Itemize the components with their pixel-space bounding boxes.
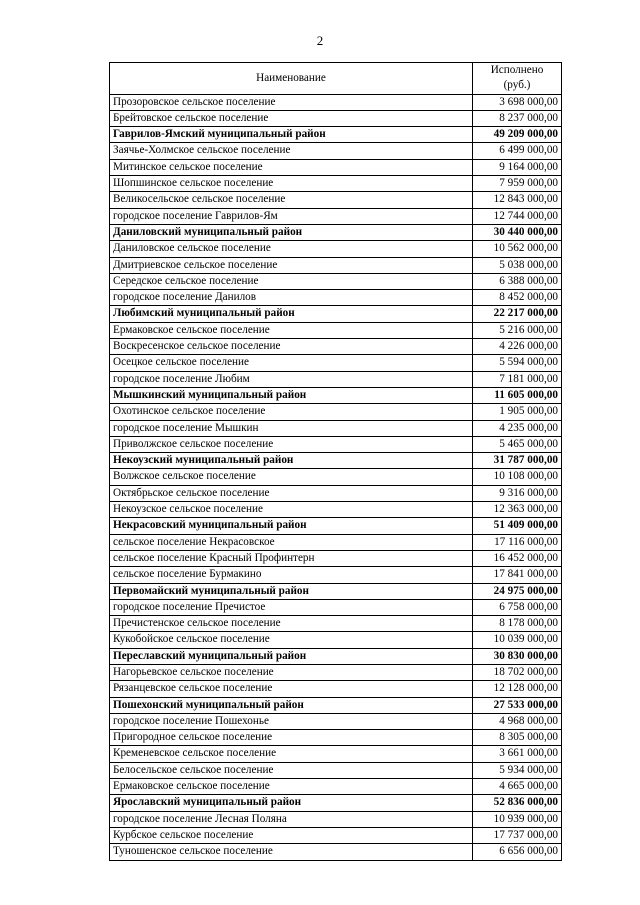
table-row <box>110 779 562 795</box>
row-name: городское поселение Данилов <box>110 290 473 306</box>
row-value: 6 758 000,00 <box>473 599 562 615</box>
row-value: 8 237 000,00 <box>473 110 562 126</box>
row-value: 1 905 000,00 <box>473 404 562 420</box>
page-number: 2 <box>316 33 324 48</box>
row-value: 17 841 000,00 <box>473 567 562 583</box>
row-name: Ярославский муниципальный район <box>110 795 473 811</box>
table-row <box>110 273 562 289</box>
row-name: Даниловское сельское поселение <box>110 241 473 257</box>
table-row <box>110 762 562 778</box>
table-row <box>110 371 562 387</box>
row-value: 17 116 000,00 <box>473 534 562 550</box>
table-row-district <box>110 518 562 534</box>
table-row <box>110 176 562 192</box>
row-name: Волжское сельское поселение <box>110 469 473 485</box>
row-value: 10 039 000,00 <box>473 632 562 648</box>
row-name: городское поселение Любим <box>110 371 473 387</box>
row-value: 5 934 000,00 <box>473 762 562 778</box>
table-row <box>110 436 562 452</box>
table-row-district <box>110 583 562 599</box>
row-name: Первомайский муниципальный район <box>110 583 473 599</box>
row-value: 5 594 000,00 <box>473 355 562 371</box>
row-name: Рязанцевское сельское поселение <box>110 681 473 697</box>
table-row <box>110 811 562 827</box>
column-header-value-line1: Исполнено <box>490 64 544 76</box>
row-name: Воскресенское сельское поселение <box>110 339 473 355</box>
row-value: 8 305 000,00 <box>473 730 562 746</box>
row-name: Осецкое сельское поселение <box>110 355 473 371</box>
table-row <box>110 713 562 729</box>
table-row-district <box>110 306 562 322</box>
row-value: 52 836 000,00 <box>473 795 562 811</box>
table-row-district <box>110 453 562 469</box>
row-name: Великосельское сельское поселение <box>110 192 473 208</box>
row-value: 12 744 000,00 <box>473 208 562 224</box>
row-name: Некоузское сельское поселение <box>110 502 473 518</box>
row-name: Любимский муниципальный район <box>110 306 473 322</box>
row-value: 6 499 000,00 <box>473 143 562 159</box>
table-row <box>110 469 562 485</box>
row-name: сельское поселение Бурмакино <box>110 567 473 583</box>
row-name: Пригородное сельское поселение <box>110 730 473 746</box>
row-name: Прозоровское сельское поселение <box>110 94 473 110</box>
row-value: 5 465 000,00 <box>473 436 562 452</box>
row-name: Нагорьевское сельское поселение <box>110 664 473 680</box>
row-name: Приволжское сельское поселение <box>110 436 473 452</box>
row-name: сельское поселение Красный Профинтерн <box>110 550 473 566</box>
row-value: 18 702 000,00 <box>473 664 562 680</box>
table-row <box>110 681 562 697</box>
table-row <box>110 143 562 159</box>
row-value: 16 452 000,00 <box>473 550 562 566</box>
row-value: 12 128 000,00 <box>473 681 562 697</box>
table-row <box>110 94 562 110</box>
row-value: 8 452 000,00 <box>473 290 562 306</box>
row-name: Переславский муниципальный район <box>110 648 473 664</box>
row-name: Даниловский муниципальный район <box>110 224 473 240</box>
row-name: Некрасовский муниципальный район <box>110 518 473 534</box>
row-value: 5 216 000,00 <box>473 322 562 338</box>
row-name: Заячье-Холмское сельское поселение <box>110 143 473 159</box>
table-row <box>110 339 562 355</box>
row-name: Ермаковское сельское поселение <box>110 779 473 795</box>
row-name: городское поселение Пошехонье <box>110 713 473 729</box>
row-name: Середское сельское поселение <box>110 273 473 289</box>
table-row <box>110 110 562 126</box>
table-row-district <box>110 224 562 240</box>
table-row <box>110 485 562 501</box>
row-value: 10 108 000,00 <box>473 469 562 485</box>
row-name: Мышкинский муниципальный район <box>110 387 473 403</box>
row-name: Брейтовское сельское поселение <box>110 110 473 126</box>
row-value: 24 975 000,00 <box>473 583 562 599</box>
row-value: 4 235 000,00 <box>473 420 562 436</box>
row-value: 3 661 000,00 <box>473 746 562 762</box>
row-name: Ермаковское сельское поселение <box>110 322 473 338</box>
row-name: Кременевское сельское поселение <box>110 746 473 762</box>
table-row <box>110 550 562 566</box>
table-row <box>110 322 562 338</box>
table-row <box>110 355 562 371</box>
row-value: 7 181 000,00 <box>473 371 562 387</box>
row-value: 6 656 000,00 <box>473 844 562 860</box>
row-name: Октябрьское сельское поселение <box>110 485 473 501</box>
row-value: 8 178 000,00 <box>473 616 562 632</box>
row-name: городское поселение Гаврилов-Ям <box>110 208 473 224</box>
row-value: 4 226 000,00 <box>473 339 562 355</box>
table-row <box>110 208 562 224</box>
row-name: Туношенское сельское поселение <box>110 844 473 860</box>
table-row <box>110 534 562 550</box>
row-name: Гаврилов-Ямский муниципальный район <box>110 127 473 143</box>
table-row <box>110 616 562 632</box>
row-value: 30 440 000,00 <box>473 224 562 240</box>
table-row <box>110 159 562 175</box>
row-value: 9 164 000,00 <box>473 159 562 175</box>
row-name: Белосельское сельское поселение <box>110 762 473 778</box>
column-header-name: Наименование <box>110 63 473 95</box>
row-name: Кукобойское сельское поселение <box>110 632 473 648</box>
table-row <box>110 827 562 843</box>
table-row <box>110 599 562 615</box>
row-name: сельское поселение Некрасовское <box>110 534 473 550</box>
row-name: городское поселение Пречистое <box>110 599 473 615</box>
row-value: 27 533 000,00 <box>473 697 562 713</box>
table-row <box>110 844 562 860</box>
table-row <box>110 567 562 583</box>
row-value: 49 209 000,00 <box>473 127 562 143</box>
column-header-value <box>473 63 562 95</box>
row-name: городское поселение Лесная Поляна <box>110 811 473 827</box>
table-row-district <box>110 387 562 403</box>
row-value: 51 409 000,00 <box>473 518 562 534</box>
table-row <box>110 257 562 273</box>
row-value: 3 698 000,00 <box>473 94 562 110</box>
table-row-district <box>110 648 562 664</box>
row-value: 10 562 000,00 <box>473 241 562 257</box>
row-name: Пошехонский муниципальный район <box>110 697 473 713</box>
row-value: 31 787 000,00 <box>473 453 562 469</box>
table-row <box>110 730 562 746</box>
table-row <box>110 664 562 680</box>
table-row <box>110 404 562 420</box>
table-row <box>110 192 562 208</box>
row-name: Курбское сельское поселение <box>110 827 473 843</box>
budget-table <box>109 62 562 861</box>
row-value: 4 968 000,00 <box>473 713 562 729</box>
table-row-district <box>110 795 562 811</box>
row-name: Охотинское сельское поселение <box>110 404 473 420</box>
row-value: 22 217 000,00 <box>473 306 562 322</box>
row-value: 12 363 000,00 <box>473 502 562 518</box>
row-value: 12 843 000,00 <box>473 192 562 208</box>
table-row <box>110 241 562 257</box>
row-value: 10 939 000,00 <box>473 811 562 827</box>
table-row-district <box>110 127 562 143</box>
row-name: Пречистенское сельское поселение <box>110 616 473 632</box>
table-row <box>110 502 562 518</box>
row-name: Митинское сельское поселение <box>110 159 473 175</box>
row-value: 5 038 000,00 <box>473 257 562 273</box>
row-value: 17 737 000,00 <box>473 827 562 843</box>
table-row <box>110 746 562 762</box>
table-row <box>110 290 562 306</box>
table-row <box>110 632 562 648</box>
row-value: 6 388 000,00 <box>473 273 562 289</box>
row-name: Дмитриевское сельское поселение <box>110 257 473 273</box>
row-name: Некоузский муниципальный район <box>110 453 473 469</box>
row-value: 7 959 000,00 <box>473 176 562 192</box>
column-header-value-line2: (руб.) <box>503 79 531 92</box>
row-value: 4 665 000,00 <box>473 779 562 795</box>
row-name: городское поселение Мышкин <box>110 420 473 436</box>
row-value: 11 605 000,00 <box>473 387 562 403</box>
table-header-row <box>110 63 562 95</box>
row-value: 30 830 000,00 <box>473 648 562 664</box>
row-name: Шопшинское сельское поселение <box>110 176 473 192</box>
table-row <box>110 420 562 436</box>
table-row-district <box>110 697 562 713</box>
row-value: 9 316 000,00 <box>473 485 562 501</box>
